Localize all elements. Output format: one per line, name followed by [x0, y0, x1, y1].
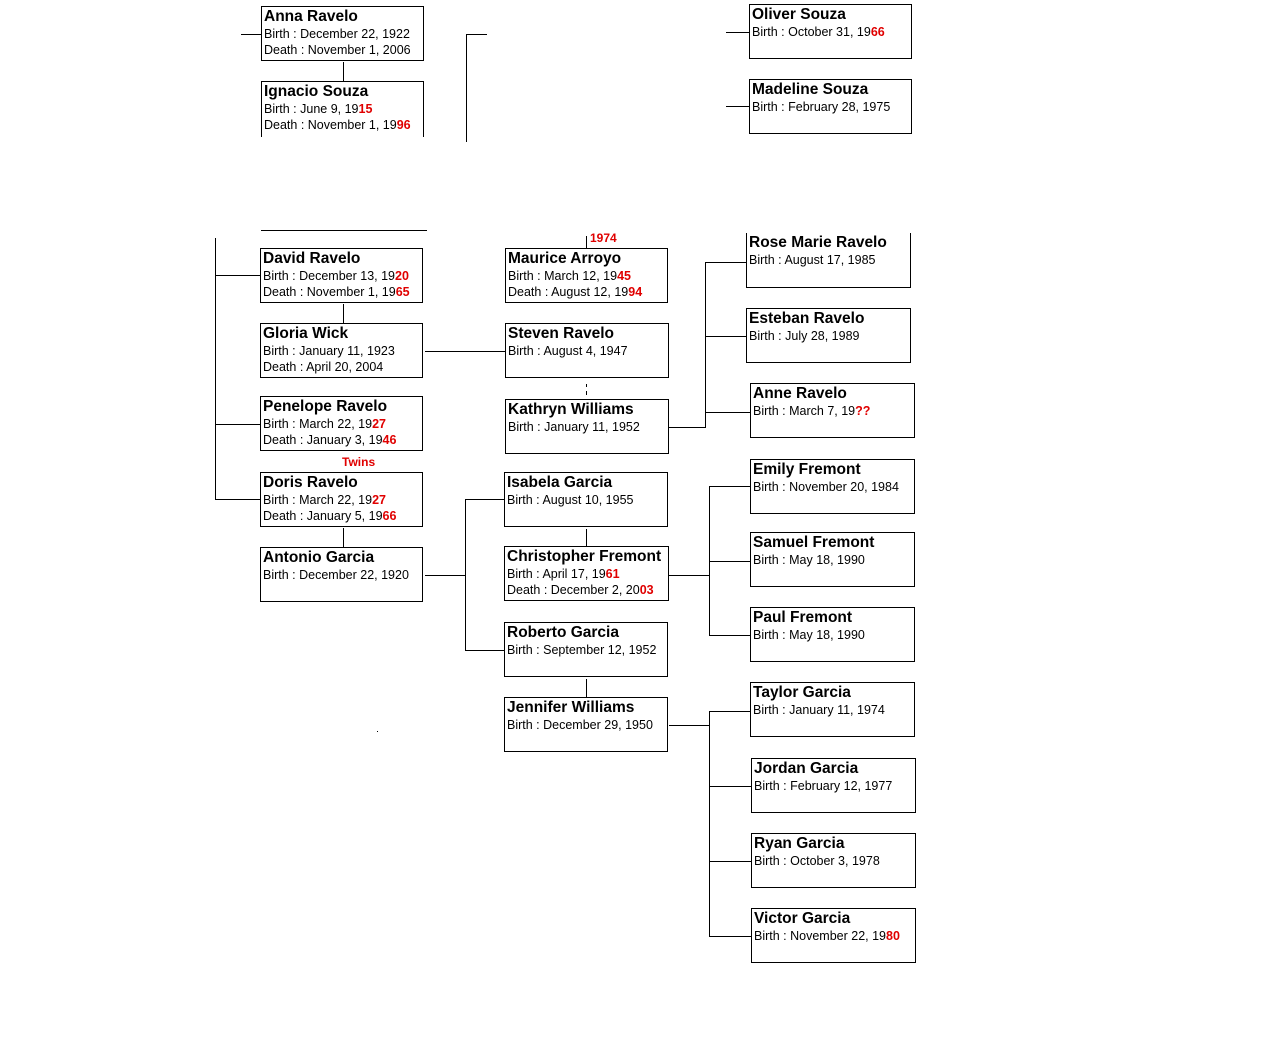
birth-date: January 11, 1923: [299, 344, 395, 358]
birth-label: Birth :: [507, 718, 544, 732]
birth-label: Birth :: [263, 344, 300, 358]
person-card-madeline-souza: [749, 79, 912, 134]
person-card-gloria-wick: [260, 323, 423, 378]
birth-date: August 17, 1985: [784, 253, 876, 267]
birth-row: [507, 566, 667, 582]
death-year-highlight: 03: [639, 583, 654, 597]
birth-label: Birth :: [754, 854, 791, 868]
birth-label: Birth :: [264, 102, 301, 116]
person-card-jennifer-williams: [504, 697, 668, 752]
person-card-paul-fremont: [750, 607, 915, 662]
person-card-david-ravelo: [260, 248, 423, 303]
death-label: Death :: [263, 433, 307, 447]
birth-row: [264, 26, 422, 42]
person-card-steven-ravelo: [505, 323, 669, 378]
person-card-maurice-arroyo: [505, 248, 668, 303]
birth-label: Birth :: [263, 417, 300, 431]
person-name: Jennifer Williams: [507, 699, 635, 716]
birth-label: Birth :: [753, 404, 790, 418]
birth-date: December 22, 1922: [300, 27, 410, 41]
person-name: Madeline Souza: [752, 81, 869, 98]
death-date: November 1, 19: [306, 285, 396, 299]
death-row: [263, 359, 421, 375]
birth-date: January 11, 1974: [789, 703, 885, 717]
person-name: Roberto Garcia: [507, 624, 619, 641]
person-card-victor-garcia: [751, 908, 916, 963]
person-card-kathryn-williams: [505, 399, 669, 454]
person-name: Jordan Garcia: [754, 760, 859, 777]
birth-date: December 13, 19: [299, 269, 396, 283]
birth-row: [507, 492, 666, 508]
death-date: January 3, 19: [306, 433, 383, 447]
person-name: Anne Ravelo: [753, 385, 847, 402]
death-label: Death :: [263, 509, 307, 523]
birth-label: Birth :: [754, 779, 791, 793]
person-name: Ryan Garcia: [754, 835, 845, 852]
person-name: Taylor Garcia: [753, 684, 851, 701]
birth-year-highlight: 27: [372, 417, 386, 431]
birth-label: Birth :: [507, 567, 543, 581]
birth-date: October 3, 1978: [790, 854, 880, 868]
person-name: Paul Fremont: [753, 609, 853, 626]
person-card-isabela-garcia: [504, 472, 668, 527]
birth-year-highlight: 15: [358, 102, 373, 116]
stray-dot: [377, 731, 378, 732]
person-name: David Ravelo: [263, 250, 361, 267]
birth-label: Birth :: [507, 643, 544, 657]
person-name: Anna Ravelo: [264, 8, 358, 25]
person-card-anna-ravelo: [261, 6, 424, 61]
person-card-esteban-ravelo: [746, 308, 911, 363]
person-name: Rose Marie Ravelo: [749, 234, 887, 251]
death-date: April 20, 2004: [306, 360, 384, 374]
birth-year-highlight: 66: [870, 25, 885, 39]
person-name: Ignacio Souza: [264, 83, 369, 100]
death-year-highlight: 66: [382, 509, 397, 523]
birth-date: August 10, 1955: [542, 493, 634, 507]
death-row: [264, 42, 422, 58]
twins-note: Twins: [342, 455, 376, 469]
birth-label: Birth :: [749, 329, 786, 343]
person-card-penelope-ravelo: [260, 396, 423, 451]
person-card-ryan-garcia: [751, 833, 916, 888]
person-name: Oliver Souza: [752, 6, 846, 23]
person-card-roberto-garcia: [504, 622, 668, 677]
person-name: Maurice Arroyo: [508, 250, 622, 267]
person-card-samuel-fremont: [750, 532, 915, 587]
death-label: Death :: [507, 583, 551, 597]
person-name: Steven Ravelo: [508, 325, 614, 342]
death-label: Death :: [264, 118, 308, 132]
birth-row: [507, 642, 666, 658]
person-card-christopher-fremont: [504, 546, 669, 601]
birth-row: [754, 778, 914, 794]
birth-row: [263, 416, 421, 432]
birth-row: [754, 853, 914, 869]
birth-date: March 22, 19: [299, 493, 373, 507]
person-name: Victor Garcia: [754, 910, 851, 927]
birth-year-highlight: ??: [855, 404, 871, 418]
death-row: [263, 508, 421, 524]
birth-date: April 17, 19: [542, 567, 606, 581]
birth-label: Birth :: [264, 27, 301, 41]
birth-row: [753, 627, 913, 643]
birth-label: Birth :: [749, 253, 785, 267]
person-name: Esteban Ravelo: [749, 310, 865, 327]
death-row: [264, 117, 422, 133]
birth-label: Birth :: [263, 269, 300, 283]
birth-label: Birth :: [754, 929, 791, 943]
birth-label: Birth :: [753, 703, 790, 717]
person-name: Doris Ravelo: [263, 474, 358, 491]
death-year-highlight: 46: [382, 433, 397, 447]
death-year-highlight: 65: [395, 285, 410, 299]
birth-row: [263, 268, 421, 284]
birth-row: [752, 24, 910, 40]
birth-label: Birth :: [752, 25, 789, 39]
person-name: Isabela Garcia: [507, 474, 613, 491]
death-row: [508, 284, 666, 300]
birth-row: [507, 717, 666, 733]
birth-date: March 12, 19: [544, 269, 618, 283]
birth-date: June 9, 19: [300, 102, 359, 116]
person-card-rose-marie-ravelo: [746, 233, 911, 288]
birth-date: January 11, 1952: [544, 420, 640, 434]
birth-date: May 18, 1990: [789, 628, 865, 642]
birth-row: [753, 552, 913, 568]
person-name: Christopher Fremont: [507, 548, 662, 565]
birth-row: [508, 419, 667, 435]
person-card-antonio-garcia: [260, 547, 423, 602]
birth-date: February 12, 1977: [790, 779, 893, 793]
death-date: January 5, 19: [306, 509, 383, 523]
birth-date: November 22, 19: [790, 929, 887, 943]
birth-row: [264, 101, 422, 117]
birth-date: November 20, 1984: [789, 480, 899, 494]
person-name: Kathryn Williams: [508, 401, 634, 418]
death-date: August 12, 19: [551, 285, 629, 299]
birth-row: [263, 343, 421, 359]
birth-year-highlight: 80: [886, 929, 900, 943]
birth-date: August 4, 1947: [543, 344, 628, 358]
death-label: Death :: [508, 285, 552, 299]
birth-date: September 12, 1952: [543, 643, 657, 657]
birth-row: [754, 928, 914, 944]
birth-date: December 22, 1920: [299, 568, 409, 582]
birth-label: Birth :: [508, 344, 544, 358]
death-row: [263, 432, 421, 448]
birth-date: February 28, 1975: [788, 100, 891, 114]
person-name: Emily Fremont: [753, 461, 861, 478]
person-name: Antonio Garcia: [263, 549, 375, 566]
person-card-oliver-souza: [749, 4, 912, 59]
birth-label: Birth :: [263, 568, 300, 582]
birth-row: [263, 567, 421, 583]
death-date: November 1, 2006: [307, 43, 411, 57]
birth-label: Birth :: [508, 269, 545, 283]
death-date: December 2, 20: [550, 583, 640, 597]
person-name: Penelope Ravelo: [263, 398, 388, 415]
birth-label: Birth :: [753, 480, 790, 494]
person-card-anne-ravelo: [750, 383, 915, 438]
death-row: [263, 284, 421, 300]
birth-year-highlight: 27: [372, 493, 386, 507]
birth-label: Birth :: [263, 493, 300, 507]
person-name: Samuel Fremont: [753, 534, 875, 551]
death-label: Death :: [263, 360, 307, 374]
death-date: November 1, 19: [307, 118, 397, 132]
death-label: Death :: [264, 43, 308, 57]
birth-year-highlight: 61: [605, 567, 620, 581]
birth-row: [753, 403, 913, 419]
person-card-ignacio-souza: [261, 81, 424, 137]
birth-label: Birth :: [752, 100, 789, 114]
person-name: Gloria Wick: [263, 325, 349, 342]
death-row: [507, 582, 667, 598]
birth-date: October 31, 19: [788, 25, 871, 39]
birth-row: [752, 99, 910, 115]
birth-row: [263, 492, 421, 508]
birth-row: [753, 479, 913, 495]
birth-row: [508, 268, 666, 284]
death-label: Death :: [263, 285, 307, 299]
birth-date: March 7, 19: [789, 404, 856, 418]
person-card-taylor-garcia: [750, 682, 915, 737]
birth-date: May 18, 1990: [789, 553, 865, 567]
birth-label: Birth :: [753, 628, 790, 642]
year-1974-note: 1974: [590, 231, 617, 245]
person-card-jordan-garcia: [751, 758, 916, 813]
birth-date: December 29, 1950: [543, 718, 653, 732]
birth-label: Birth :: [507, 493, 543, 507]
death-year-highlight: 94: [628, 285, 643, 299]
person-card-emily-fremont: [750, 459, 915, 514]
birth-year-highlight: 20: [395, 269, 409, 283]
death-year-highlight: 96: [396, 118, 411, 132]
birth-row: [749, 252, 909, 268]
birth-row: [749, 328, 909, 344]
person-card-doris-ravelo: [260, 472, 423, 527]
birth-label: Birth :: [508, 420, 545, 434]
birth-year-highlight: 45: [617, 269, 631, 283]
birth-date: March 22, 19: [299, 417, 373, 431]
birth-row: [753, 702, 913, 718]
birth-label: Birth :: [753, 553, 790, 567]
birth-row: [508, 343, 667, 359]
birth-date: July 28, 1989: [785, 329, 860, 343]
